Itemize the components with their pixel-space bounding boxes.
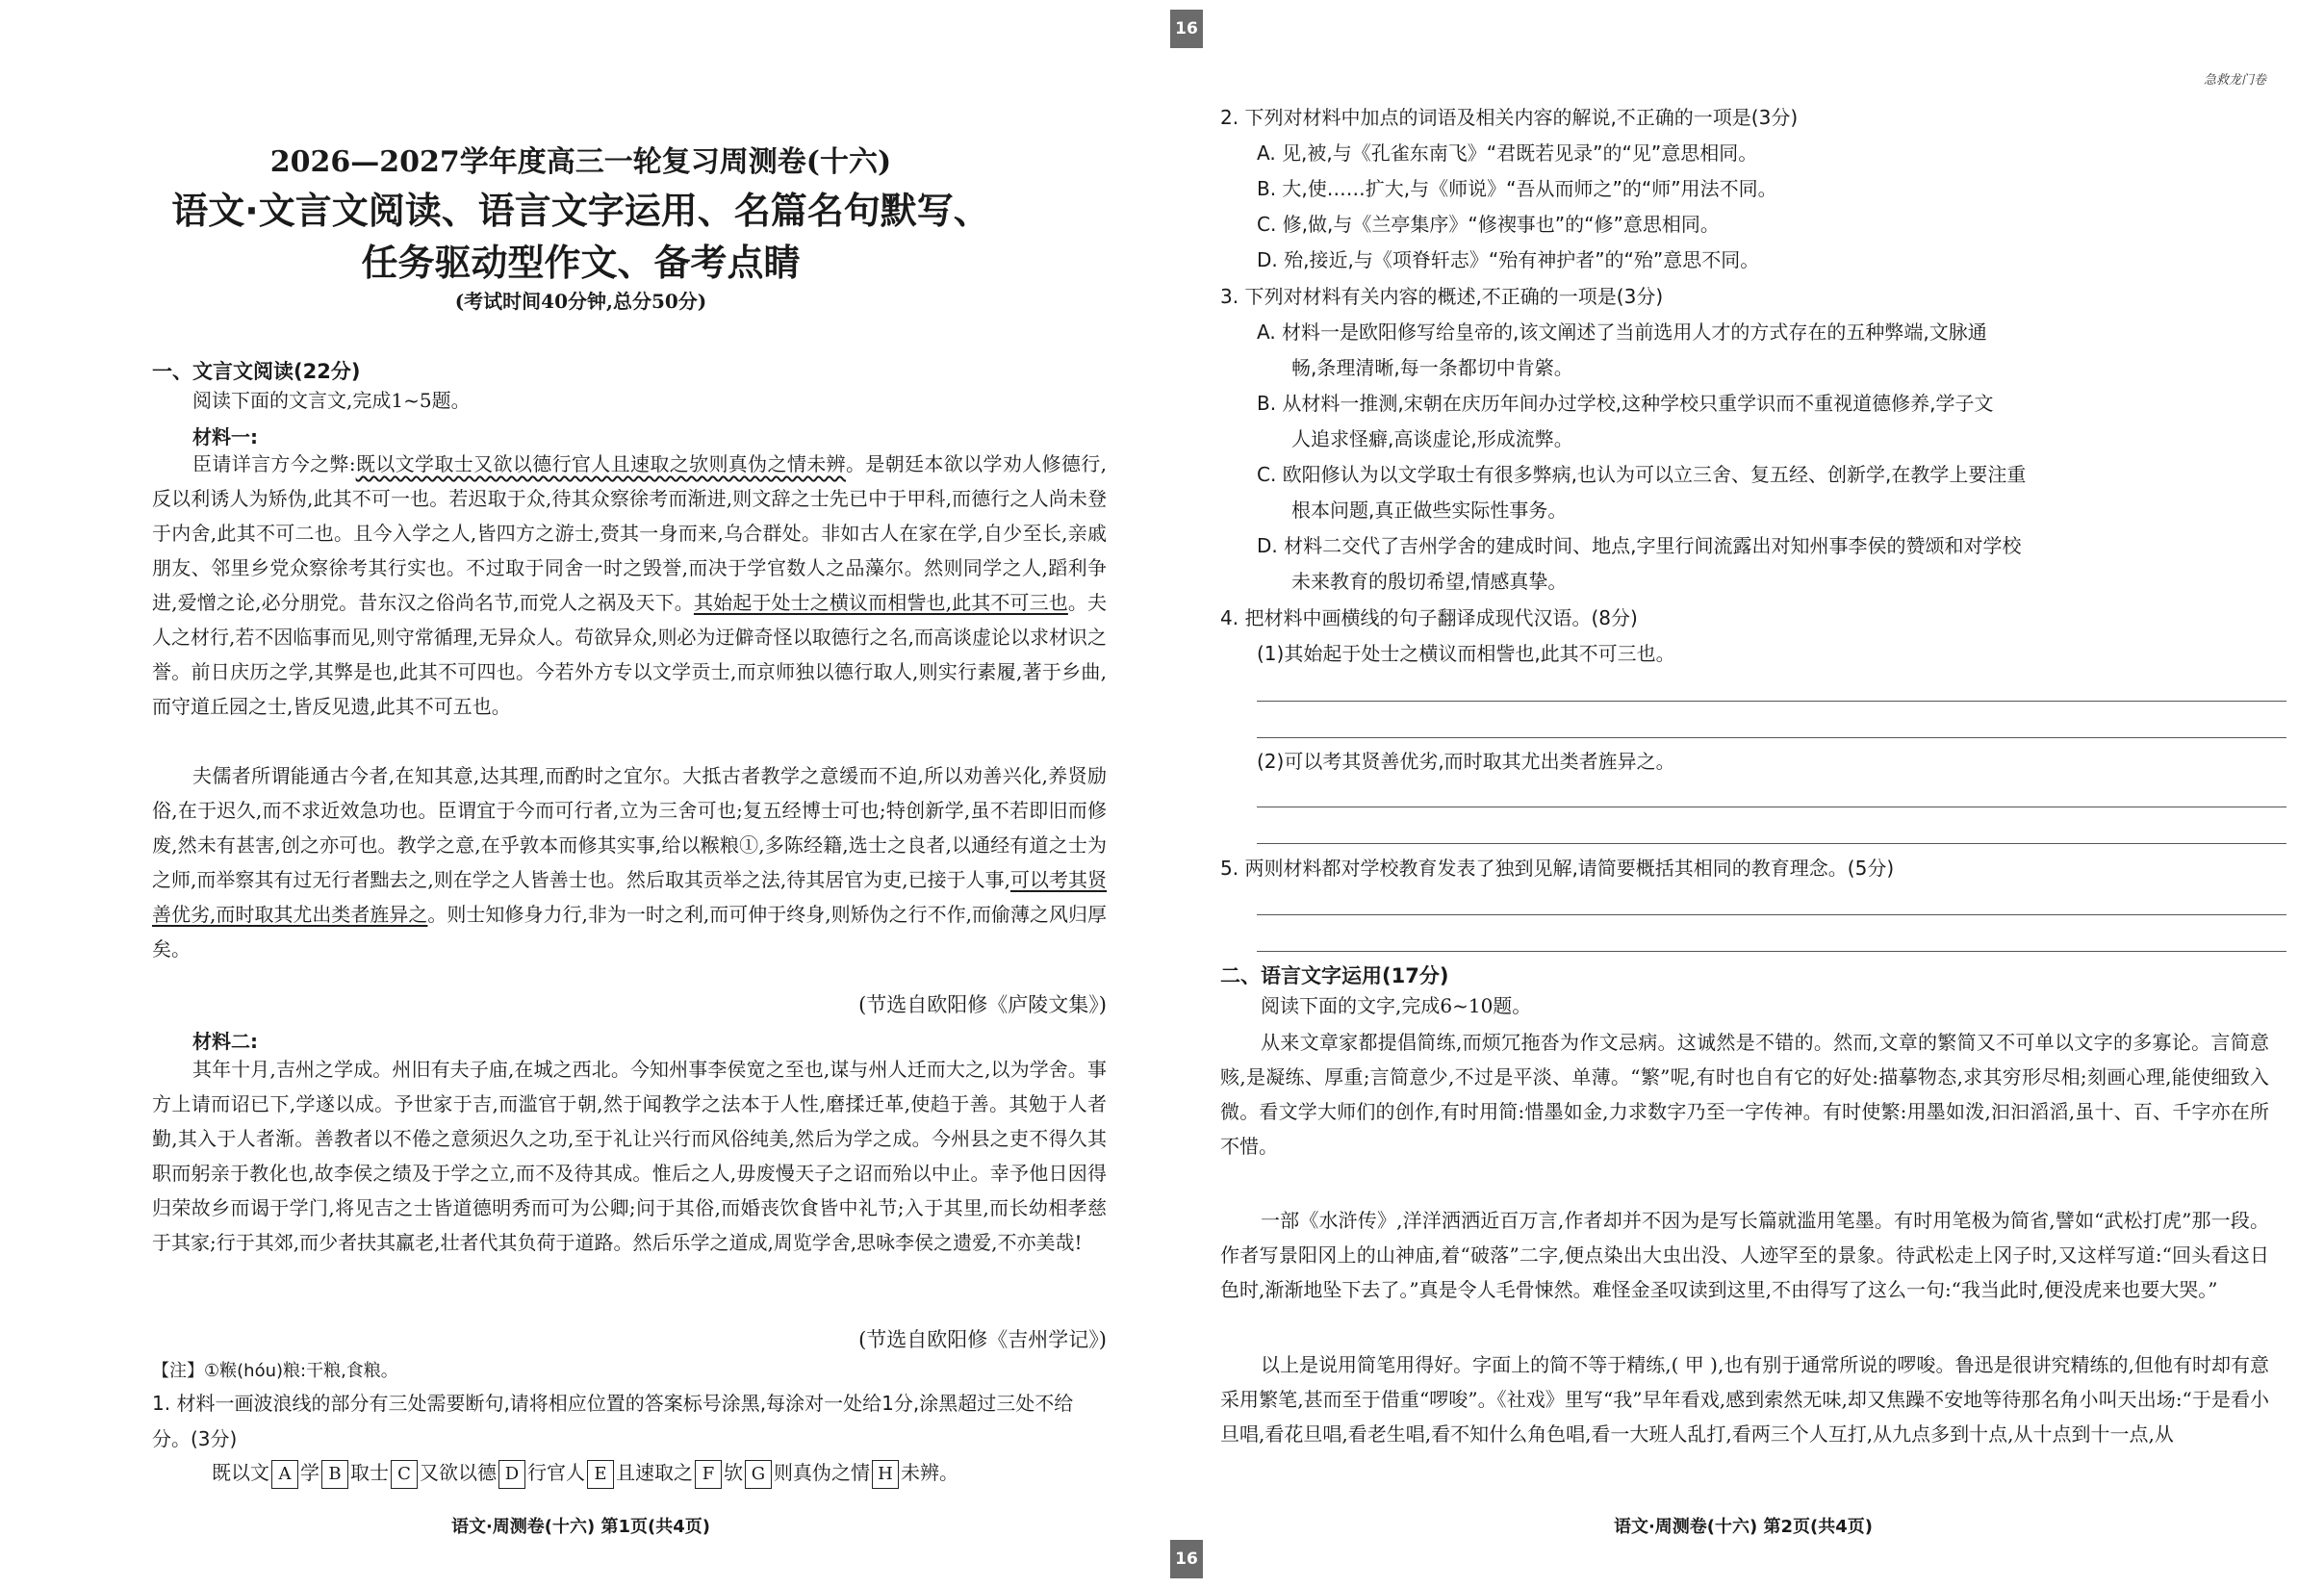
q2-option-d: D. 殆,接近,与《项脊轩志》“殆有神护者”的“殆”意思不同。 bbox=[1257, 248, 1760, 271]
q1-seg: 学 bbox=[300, 1461, 319, 1484]
q1-seg: 行官人 bbox=[527, 1461, 585, 1484]
q4-answer-line[interactable] bbox=[1257, 737, 2286, 738]
section2-intro: 阅读下面的文字,完成6~10题。 bbox=[1261, 994, 1532, 1017]
m1-p1-text-a: 臣请详言方今之弊: bbox=[192, 452, 356, 475]
subject-title-line1: 语文·文言文阅读、语言文字运用、名篇名句默写、 bbox=[171, 190, 990, 232]
q4-sub2: (2)可以考其贤善优劣,而时取其尤出类者旌异之。 bbox=[1257, 750, 1675, 773]
q2-option-c: C. 修,做,与《兰亭集序》“修禊事也”的“修”意思相同。 bbox=[1257, 213, 1720, 236]
right-page bbox=[1162, 0, 2324, 1588]
question-1: 1. 材料一画波浪线的部分有三处需要断句,请将相应位置的答案标号涂黑,每涂对一处给1分,涂黑超过三处不给分。(3分) bbox=[152, 1392, 1074, 1450]
q1-seg: 欤 bbox=[724, 1461, 743, 1484]
q3-option-d-line2: 未来教育的殷切希望,情感真挚。 bbox=[1291, 570, 1568, 593]
q5-answer-line[interactable] bbox=[1257, 951, 2286, 952]
page-badge-bottom: 16 bbox=[1170, 1540, 1203, 1578]
m1-underlined-sentence-1: 其始起于处士之横议而相訾也,此其不可三也 bbox=[693, 591, 1068, 614]
q1-seg: 且速取之 bbox=[616, 1461, 693, 1484]
answer-box-A[interactable]: A bbox=[271, 1460, 298, 1489]
q2-option-a: A. 见,被,与《孔雀东南飞》“君既若见录”的“见”意思相同。 bbox=[1257, 141, 1758, 165]
material2-source: (节选自欧阳修《吉州学记》) bbox=[858, 1328, 1107, 1351]
q3-option-a-line2: 畅,条理清晰,每一条都切中肯綮。 bbox=[1291, 356, 1573, 379]
material1-source: (节选自欧阳修《庐陵文集》) bbox=[858, 993, 1107, 1016]
m1-wavy-sentence: 既以文学取士又欲以德行官人且速取之欤则真伪之情未辨 bbox=[355, 452, 846, 475]
answer-box-F[interactable]: F bbox=[695, 1460, 722, 1489]
q3-option-a-line1: A. 材料一是欧阳修写给皇帝的,该文阐述了当前选用人才的方式存在的五种弊端,文脉通 bbox=[1257, 320, 1987, 344]
m1-p1-text-c: 。夫人之材行,若不因临事而见,则守常循理,无异众人。苟欲异众,则必为迂僻奇怪以取德行之名,而高谈虚论以求材识之誉。前日庆历之学,其弊是也,此其不可四也。今若外方专以文学贡士,而京师独以德行取人,则实行素履,著于乡曲,而守道丘园之士,皆反见遗,此其不可五也。 bbox=[152, 591, 1108, 718]
page-badge-top: 16 bbox=[1170, 10, 1203, 48]
answer-box-H[interactable]: H bbox=[872, 1460, 899, 1489]
q1-seg: 则真伪之情 bbox=[774, 1461, 870, 1484]
right-footer: 语文·周测卷(十六) 第2页(共4页) bbox=[1613, 1517, 1874, 1537]
q4-sub1: (1)其始起于处士之横议而相訾也,此其不可三也。 bbox=[1257, 642, 1675, 665]
exam-info: (考试时间40分钟,总分50分) bbox=[454, 290, 707, 313]
section1-heading: 一、文言文阅读(22分) bbox=[152, 360, 361, 383]
q3-option-b-line1: B. 从材料一推测,宋朝在庆历年间办过学校,这种学校只重学识而不重视道德修养,学子文 bbox=[1257, 392, 1994, 415]
answer-box-G[interactable]: G bbox=[745, 1460, 772, 1489]
q3-option-c-line2: 根本问题,真正做些实际性事务。 bbox=[1291, 499, 1568, 522]
passage-paragraph2: 一部《水浒传》,洋洋洒洒近百万言,作者却并不因为是写长篇就滥用笔墨。有时用笔极为简省,譬如“武松打虎”那一段。作者写景阳冈上的山神庙,着“破落”二字,便点染出大虫出没、人迹罕至的景象。待武松走上冈子时,又这样写道:“回头看这日色时,渐渐地坠下去了。”真是令人毛骨悚然。难怪金圣叹读到这里,不由得写了这么一句:“我当此时,便没虎来也要大哭。” bbox=[1220, 1209, 2269, 1301]
m1-p2-text-a: 夫儒者所谓能通古今者,在知其意,达其理,而酌时之宜尔。大抵古者教学之意缓而不迫,所以劝善兴化,养贤励俗,在于迟久,而不求近效急功也。臣谓宜于今而可行者,立为三舍可也;复五经博士可也;特创新学,虽不若即旧而修废,然未有甚害,创之亦可也。教学之意,在乎敦本而修其实事,给以糇粮①,多陈经籍,选士之良者,以通经有道之士为之师,而举察其有过无行者黜去之,则在学之人皆善士也。然后取其贡举之法,待其居官为吏,已接于人事, bbox=[152, 764, 1107, 891]
q1-seg: 未辨。 bbox=[901, 1461, 958, 1484]
answer-box-B[interactable]: B bbox=[321, 1460, 348, 1489]
q1-seg: 又欲以德 bbox=[420, 1461, 497, 1484]
passage-paragraph1: 从来文章家都提倡简练,而烦冗拖沓为作文忌病。这诚然是不错的。然而,文章的繁简又不可单以文字的多寡论。言简意赅,是凝练、厚重;言简意少,不过是平淡、单薄。“繁”呢,有时也自有它的好处:描摹物态,求其穷形尽相;刻画心理,能使细致入微。看文学大师们的创作,有时用简:惜墨如金,力求数字乃至一字传神。有时使繁:用墨如泼,汩汩滔滔,虽十、百、千字亦在所不惜。 bbox=[1220, 1031, 2269, 1158]
q3-option-b-line2: 人追求怪癖,高谈虚论,形成流弊。 bbox=[1291, 427, 1573, 450]
material2-label: 材料二: bbox=[192, 1030, 258, 1053]
m1-p1-text-b: 。是朝廷本欲以学劝人修德行,反以利诱人为矫伪,此其不可一也。若迟取于众,待其众察徐考而渐进,则文辞之士先已中于甲科,而德行之人尚未登于内舍,此其不可二也。且今入学之人,皆四方之游士,赍其一身而来,乌合群处。非如古人在家在学,自少至长,亲戚朋友、邻里乡党众察徐考其行实也。不过取于同舍一时之毁誉,而决于学官数人之品藻尔。然则同学之人,蹈利争进,爱憎之论,必分朋党。昔东汉之俗尚名节,而党人之祸及天下。 bbox=[152, 452, 1107, 614]
question-5: 5. 两则材料都对学校教育发表了独到见解,请简要概括其相同的教育理念。(5分) bbox=[1220, 857, 1895, 880]
exam-title: 2026—2027学年度高三一轮复习周测卷(十六) bbox=[269, 145, 892, 179]
q1-seg: 既以文 bbox=[212, 1461, 269, 1484]
passage-paragraph3: 以上是说用简笔用得好。字面上的简不等于精练,( 甲 ),也有别于通常所说的啰唆。鲁迅是很讲究精练的,但他有时却有意采用繁笔,甚而至于借重“啰唆”。《社戏》里写“我”早年看戏,感到索然无味,却又焦躁不安地等待那名角小叫天出场:“于是看小旦唱,看花旦唱,看老生唱,看不知什么角色唱,看一大班人乱打,看两三个人互打,从九点多到十点,从十点到十一点,从 bbox=[1220, 1353, 2269, 1446]
answer-box-D[interactable]: D bbox=[498, 1460, 525, 1489]
q5-answer-line[interactable] bbox=[1257, 914, 2286, 915]
brand-logo: 急救龙门卷 bbox=[2203, 73, 2266, 88]
q1-answer-row bbox=[212, 1453, 1116, 1492]
answer-box-E[interactable]: E bbox=[587, 1460, 614, 1489]
q2-option-b: B. 大,使……扩大,与《师说》“吾从而师之”的“师”用法不同。 bbox=[1257, 177, 1777, 200]
material1-paragraph1 bbox=[152, 447, 1107, 724]
section1-intro: 阅读下面的文言文,完成1~5题。 bbox=[192, 389, 471, 412]
material2-paragraph: 其年十月,吉州之学成。州旧有夫子庙,在城之西北。今知州事李侯宽之至也,谋与州人迁而大之,以为学舍。事方上请而诏已下,学遂以成。予世家于吉,而滥官于朝,然于闻教学之法本于人性,磨揉迁革,使趋于善。其勉于人者勤,其入于人者渐。善教者以不倦之意须迟久之功,至于礼让兴行而风俗纯美,然后为学之成。今州县之吏不得久其职而躬亲于教化也,故李侯之绩及于学之立,而不及待其成。惟后之人,毋废慢天子之诏而殆以中止。幸予他日因得归荣故乡而谒于学门,将见吉之士皆道德明秀而可为公卿;问于其俗,而婚丧饮食皆中礼节;入于其里,而长幼相孝慈于其家;行于其郊,而少者扶其羸老,壮者代其负荷于道路。然后乐学之道成,周览学舍,思咏李侯之遗爱,不亦美哉! bbox=[152, 1058, 1107, 1254]
m1-underlined-sentence-2: 可以考其贤善优劣,而时取其尤出类者旌异之 bbox=[152, 868, 1108, 926]
footnote: 【注】①糇(hóu)粮:干粮,食粮。 bbox=[152, 1361, 398, 1381]
q4-answer-line[interactable] bbox=[1257, 843, 2286, 844]
material1-label: 材料一: bbox=[192, 425, 258, 448]
answer-box-C[interactable]: C bbox=[391, 1460, 418, 1489]
left-footer: 语文·周测卷(十六) 第1页(共4页) bbox=[450, 1517, 711, 1537]
question-4: 4. 把材料中画横线的句子翻译成现代汉语。(8分) bbox=[1220, 606, 1638, 629]
section2-heading: 二、语言文字运用(17分) bbox=[1220, 964, 1449, 987]
q4-answer-line[interactable] bbox=[1257, 701, 2286, 702]
subject-title-line2: 任务驱动型作文、备考点睛 bbox=[361, 242, 801, 284]
question-2: 2. 下列对材料中加点的词语及相关内容的解说,不正确的一项是(3分) bbox=[1220, 106, 1799, 129]
m1-p2-text-b: 。则士知修身力行,非为一时之利,而可伸于终身,则矫伪之行不作,而偷薄之风归厚矣。 bbox=[152, 903, 1107, 960]
question-3: 3. 下列对材料有关内容的概述,不正确的一项是(3分) bbox=[1220, 285, 1664, 308]
material1-paragraph2 bbox=[152, 758, 1107, 966]
q3-option-d-line1: D. 材料二交代了吉州学舍的建成时间、地点,字里行间流露出对知州事李侯的赞颂和对学校 bbox=[1257, 534, 2022, 557]
q1-seg: 取士 bbox=[350, 1461, 389, 1484]
q3-option-c-line1: C. 欧阳修认为以文学取士有很多弊病,也认为可以立三舍、复五经、创新学,在教学上要注重 bbox=[1257, 463, 2027, 486]
